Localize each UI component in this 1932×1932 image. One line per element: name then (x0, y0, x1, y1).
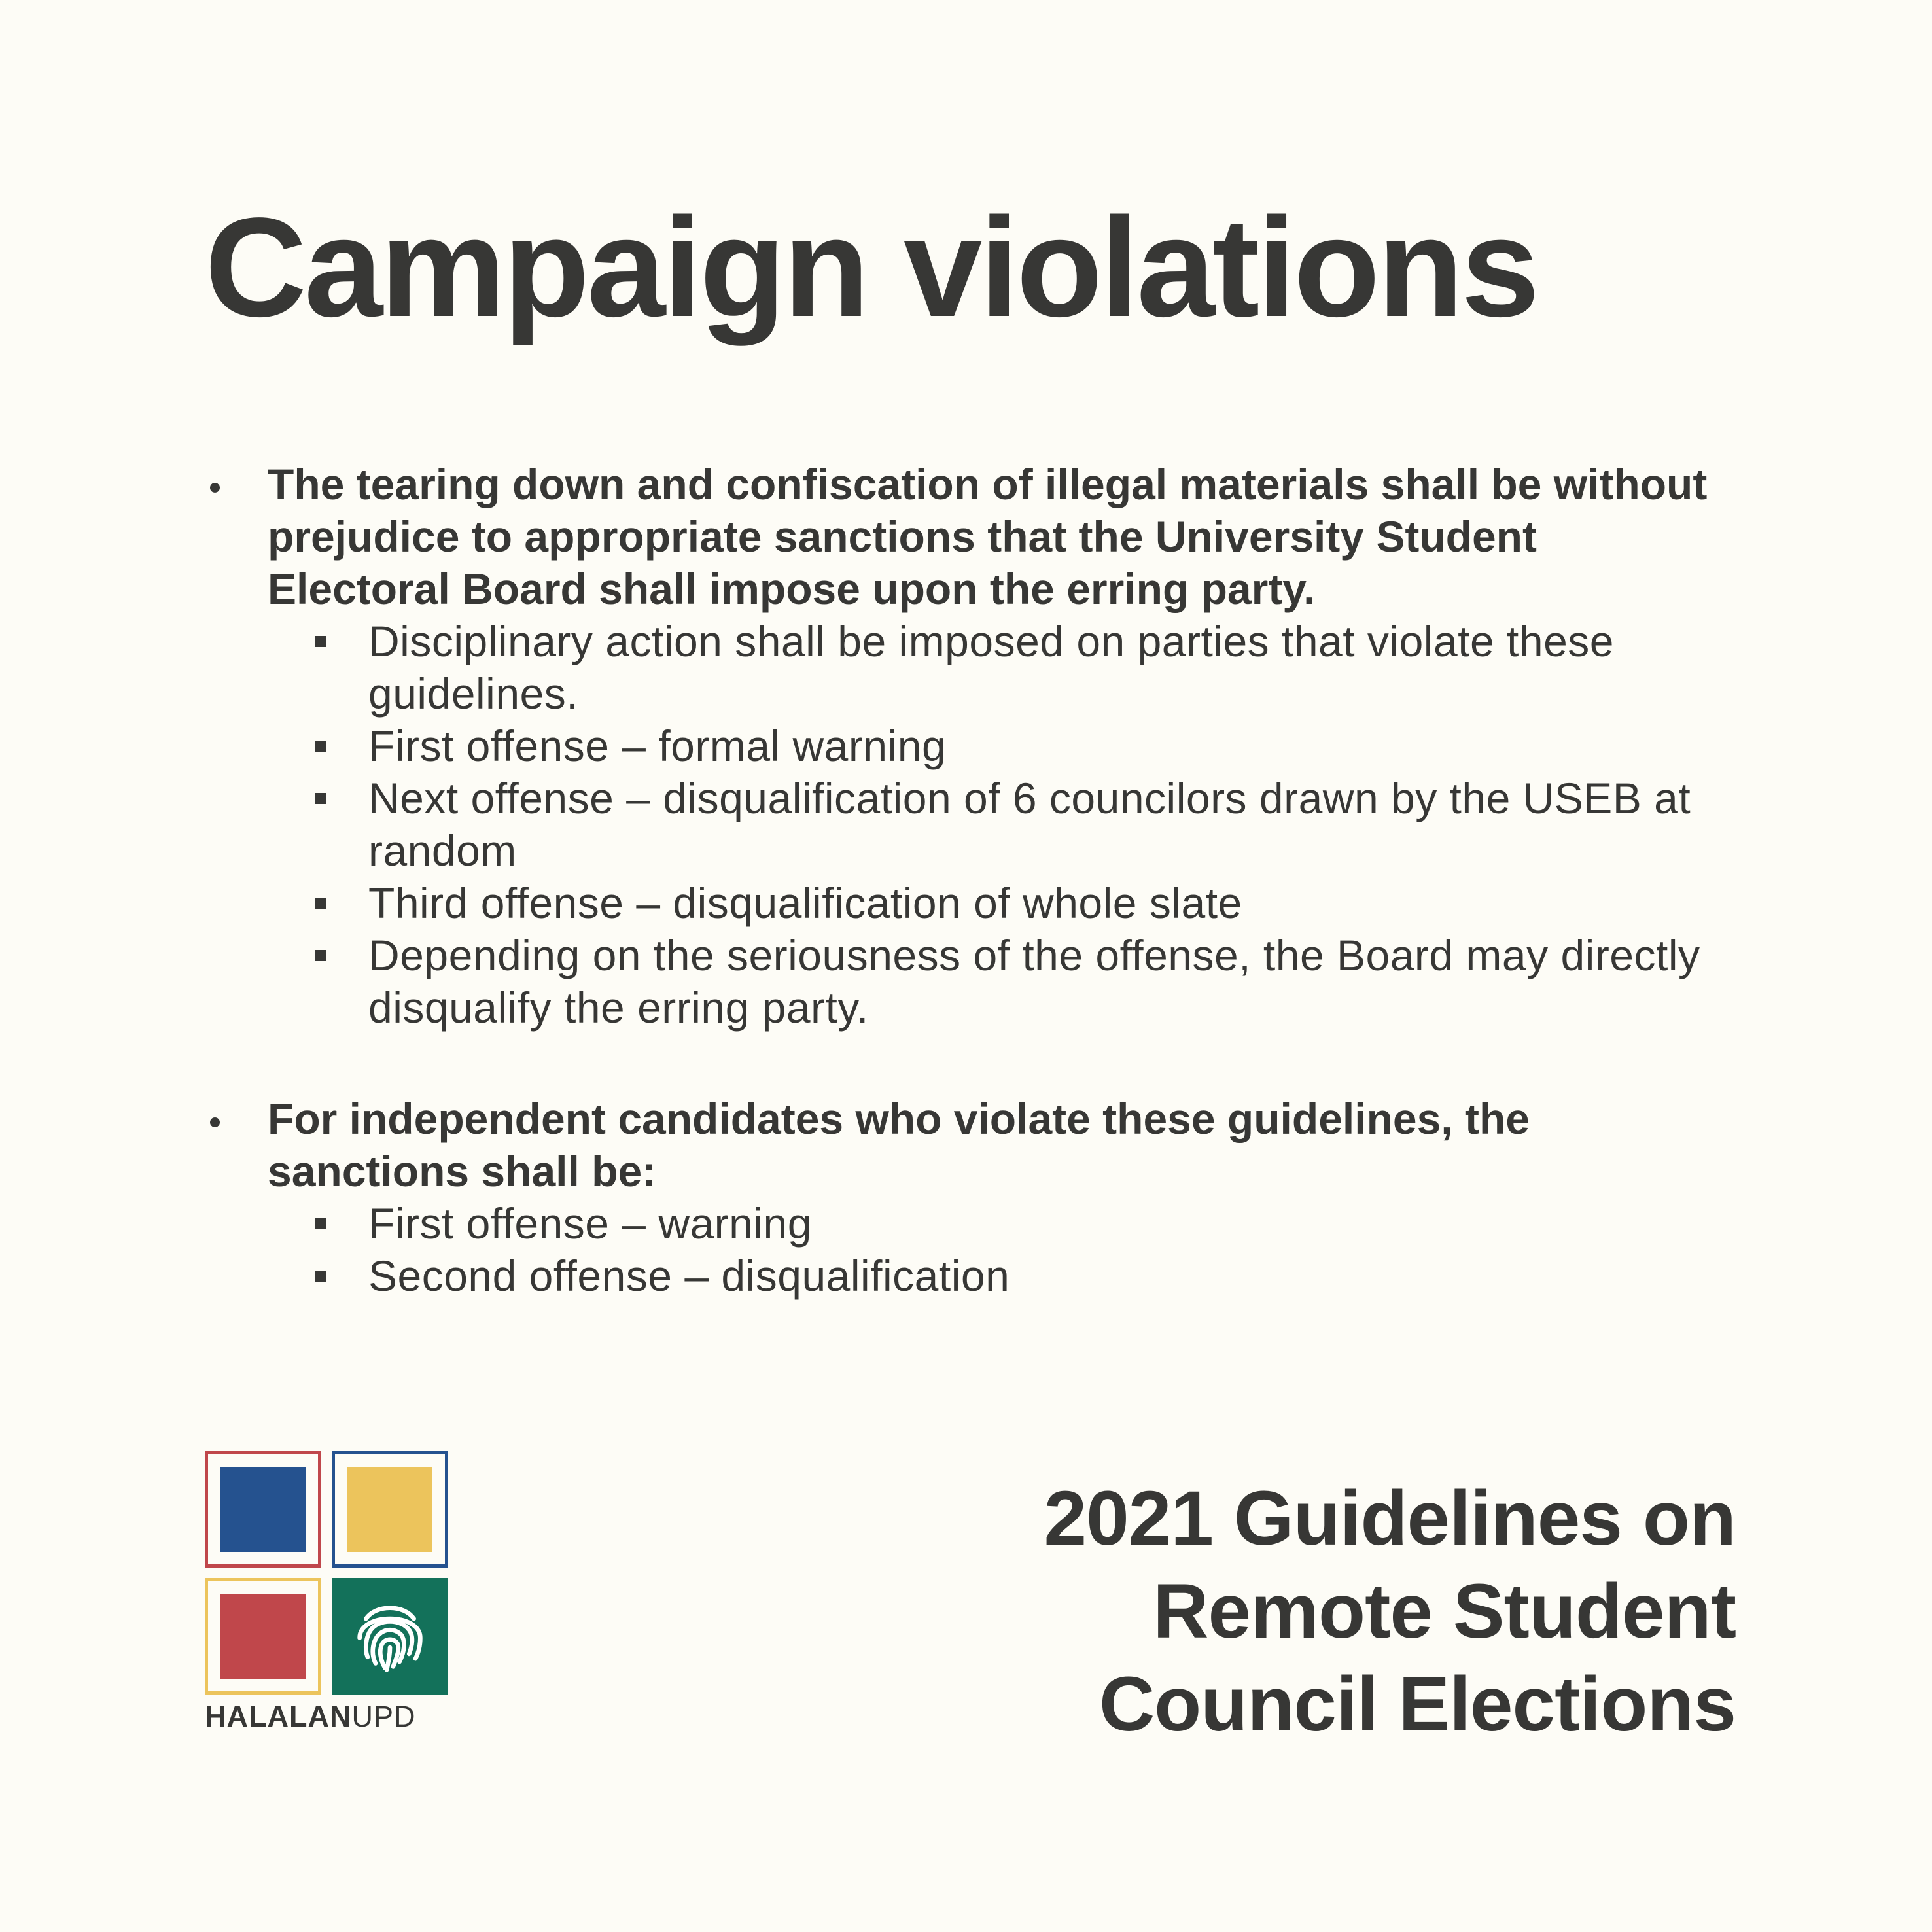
square-bullet-icon (315, 793, 326, 804)
fingerprint-icon (350, 1596, 430, 1676)
bullet-dot-icon (210, 1117, 220, 1127)
logo-wordmark (205, 1698, 448, 1735)
list-item-text: First offense – warning (368, 1199, 812, 1248)
list-item (268, 1250, 1729, 1302)
logo-cell-blue (205, 1451, 321, 1568)
logo-cell-red (205, 1578, 321, 1695)
list-item (268, 1197, 1729, 1250)
list-item-text: Depending on the seriousness of the offense, the Board may directly disqualify the erring party. (368, 931, 1700, 1032)
bullet-dot-icon (210, 483, 220, 493)
square-bullet-icon (315, 1218, 326, 1229)
list-item-text: Second offense – disqualification (368, 1252, 1010, 1300)
guidelines-title-line: Remote Student (1153, 1568, 1736, 1655)
sanction-list (268, 1197, 1729, 1302)
list-item (268, 615, 1729, 720)
logo-square-red (220, 1594, 306, 1679)
section-heading: For independent candidates who violate these guidelines, the sanctions shall be: (268, 1095, 1530, 1195)
section-heading: The tearing down and confiscation of illegal materials shall be without prejudice to appropriate sanctions that the University Student Electoral Board shall impose upon the erring party. (268, 460, 1708, 613)
logo-cell-green (332, 1578, 448, 1695)
guidelines-title-line: Council Elections (1098, 1661, 1736, 1748)
logo-cell-yellow (332, 1451, 448, 1568)
square-bullet-icon (315, 898, 326, 909)
list-item-text: First offense – formal warning (368, 722, 947, 770)
square-bullet-icon (315, 950, 326, 961)
logo-wordmark-light: UPD (351, 1700, 416, 1733)
list-item-text: Next offense – disqualification of 6 councilors drawn by the USEB at random (368, 774, 1691, 875)
guidelines-title (1044, 1472, 1736, 1751)
square-bullet-icon (315, 1271, 326, 1282)
list-item (268, 772, 1729, 877)
section-party-sanctions (205, 458, 1729, 1034)
list-item (268, 929, 1729, 1034)
list-item (268, 877, 1729, 929)
logo-square-blue (220, 1467, 306, 1552)
violations-content (205, 458, 1729, 1361)
logo-wordmark-bold: HALALAN (205, 1700, 352, 1733)
logo-square-yellow (347, 1467, 432, 1552)
list-item-text: Third offense – disqualification of whole slate (368, 879, 1242, 927)
guidelines-title-line: 2021 Guidelines on (1044, 1475, 1736, 1562)
list-item-text: Disciplinary action shall be imposed on parties that violate these guidelines. (368, 617, 1615, 718)
square-bullet-icon (315, 636, 326, 647)
logo-mark (205, 1451, 448, 1695)
sanction-list (268, 615, 1729, 1034)
square-bullet-icon (315, 741, 326, 752)
page-title: Campaign violations (205, 188, 1537, 346)
section-independent-sanctions (205, 1093, 1729, 1302)
list-item (268, 720, 1729, 772)
halalan-upd-logo (205, 1451, 448, 1735)
